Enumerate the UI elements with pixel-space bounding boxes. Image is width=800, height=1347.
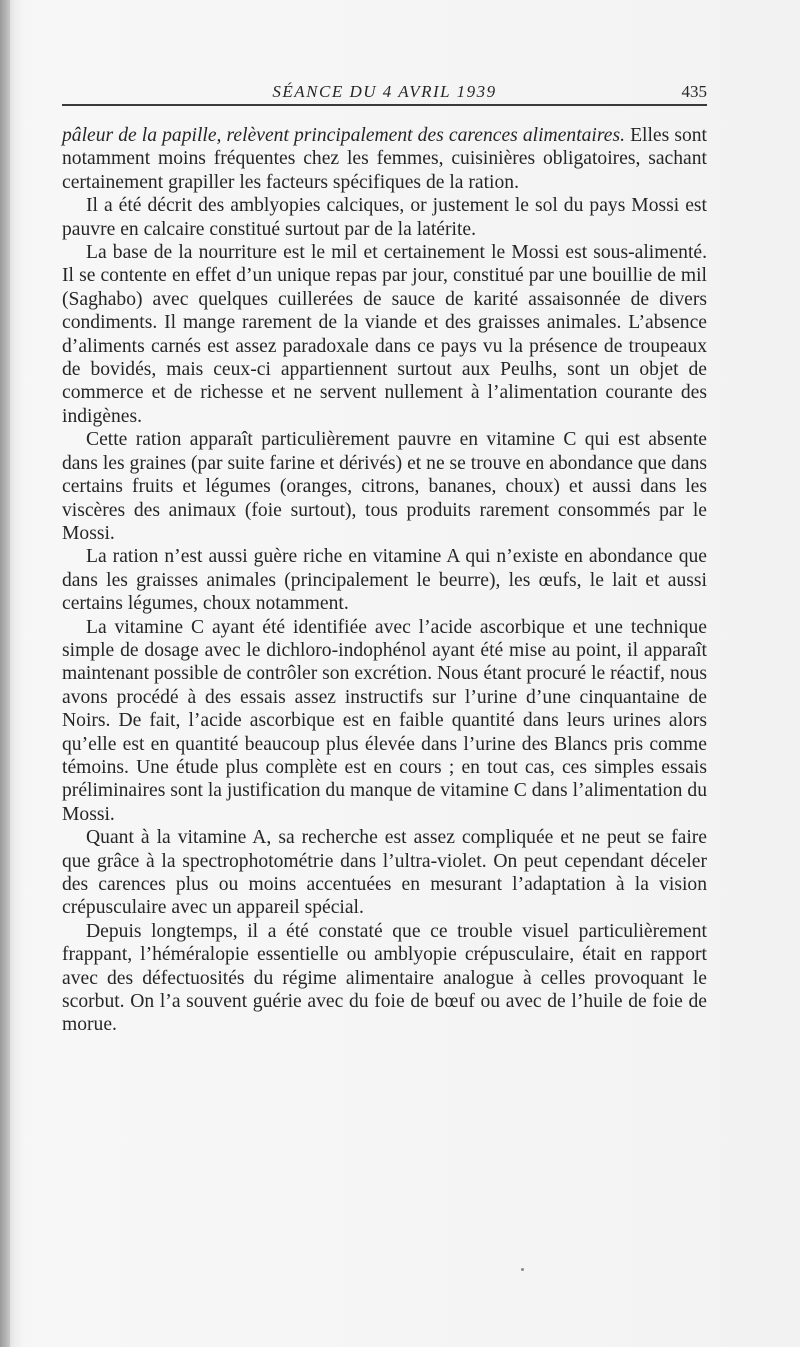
paragraph-4: Cette ration apparaît particulièrement pauvre en vitamine C qui est absente dans les graines (par suite farine et dérivés) et ne se trouve en abondance que dans certains fruits et légumes (oranges, citrons, bananes, choux) et aussi dans les viscères des animaux (foie surtout), tous produits rarement consommés par le Mossi.	[62, 429, 707, 544]
paragraph-6: La vitamine C ayant été identifiée avec l’acide ascorbique et une technique simple de dosage avec le dichloro-indophénol ayant été mise au point, il apparaît maintenant possible de contrôler son excrétion. Nous étant procuré le réactif, nous avons procédé à des essais assez instructifs sur l’urine d’une cinquantaine de Noirs. De fait, l’acide ascorbique est en faible quantité dans leurs urines alors qu’elle est en quantité beaucoup plus élevée dans l’urine des Blancs pris comme témoins. Une étude plus complète est en cours ; en tout cas, ces simples essais préliminaires sont la justification du manque de vitamine C dans l’alimentation du Mossi.	[62, 616, 707, 825]
paragraph-3: La base de la nourriture est le mil et certainement le Mossi est sous-alimenté. Il se contente en effet d’un unique repas par jour, constitué par une bouillie de mil (Saghabo) avec quelques cuillerées de sauce de karité assaisonnée de divers condiments. Il mange rarement de la viande et des graisses animales. L’absence d’aliments carnés est assez paradoxale dans ce pays vu la présence de troupeaux de bovidés, mais ceux-ci appartiennent surtout aux Peulhs, sont un objet de commerce et de richesse et ne servent nullement à l’alimentation courante des indigènes.	[62, 242, 707, 427]
paragraph-8: Depuis longtemps, il a été constaté que ce trouble visuel particulièrement frappant, l’héméralopie essentielle ou amblyopie crépusculaire, était en rapport avec des défectuosités du régime alimentaire analogue à celles provoquant le scorbut. On l’a souvent guérie avec du foie de bœuf ou avec de l’huile de foie de morue.	[62, 920, 707, 1036]
paragraph-1-italic: pâleur de la papille, relèvent principalement des carences alimentaires.	[62, 125, 625, 146]
running-header	[62, 80, 707, 104]
paragraph-1-text: Elles sont notamment moins fréquentes chez les femmes, cuisinières obligatoires, sachant certainement grapiller les facteurs spécifiques de la ration.	[62, 125, 707, 193]
header-rule	[62, 104, 707, 106]
running-title: SÉANCE DU 4 AVRIL 1939	[272, 82, 497, 101]
paragraph-5: La ration n’est aussi guère riche en vitamine A qui n’existe en abondance que dans les graisses animales (principalement le beurre), les œufs, le lait et aussi certains légumes, choux notamment.	[62, 546, 707, 615]
paragraph-2: Il a été décrit des amblyopies calciques, or justement le sol du pays Mossi est pauvre en calcaire constitué surtout par de la latérite.	[62, 195, 707, 240]
page-number: 435	[681, 82, 707, 101]
paragraph-7: Quant à la vitamine A, sa recherche est assez compliquée et ne peut se faire que grâce à la spectrophotométrie dans l’ultra-violet. On peut cependant déceler des carences plus ou moins accentuées en mesurant l’adaptation à la vision crépusculaire avec un appareil spécial.	[62, 827, 707, 919]
body-text	[62, 124, 707, 1037]
paragraph-1	[62, 124, 707, 194]
print-speck	[521, 1268, 524, 1271]
binding-gutter	[0, 0, 10, 1347]
